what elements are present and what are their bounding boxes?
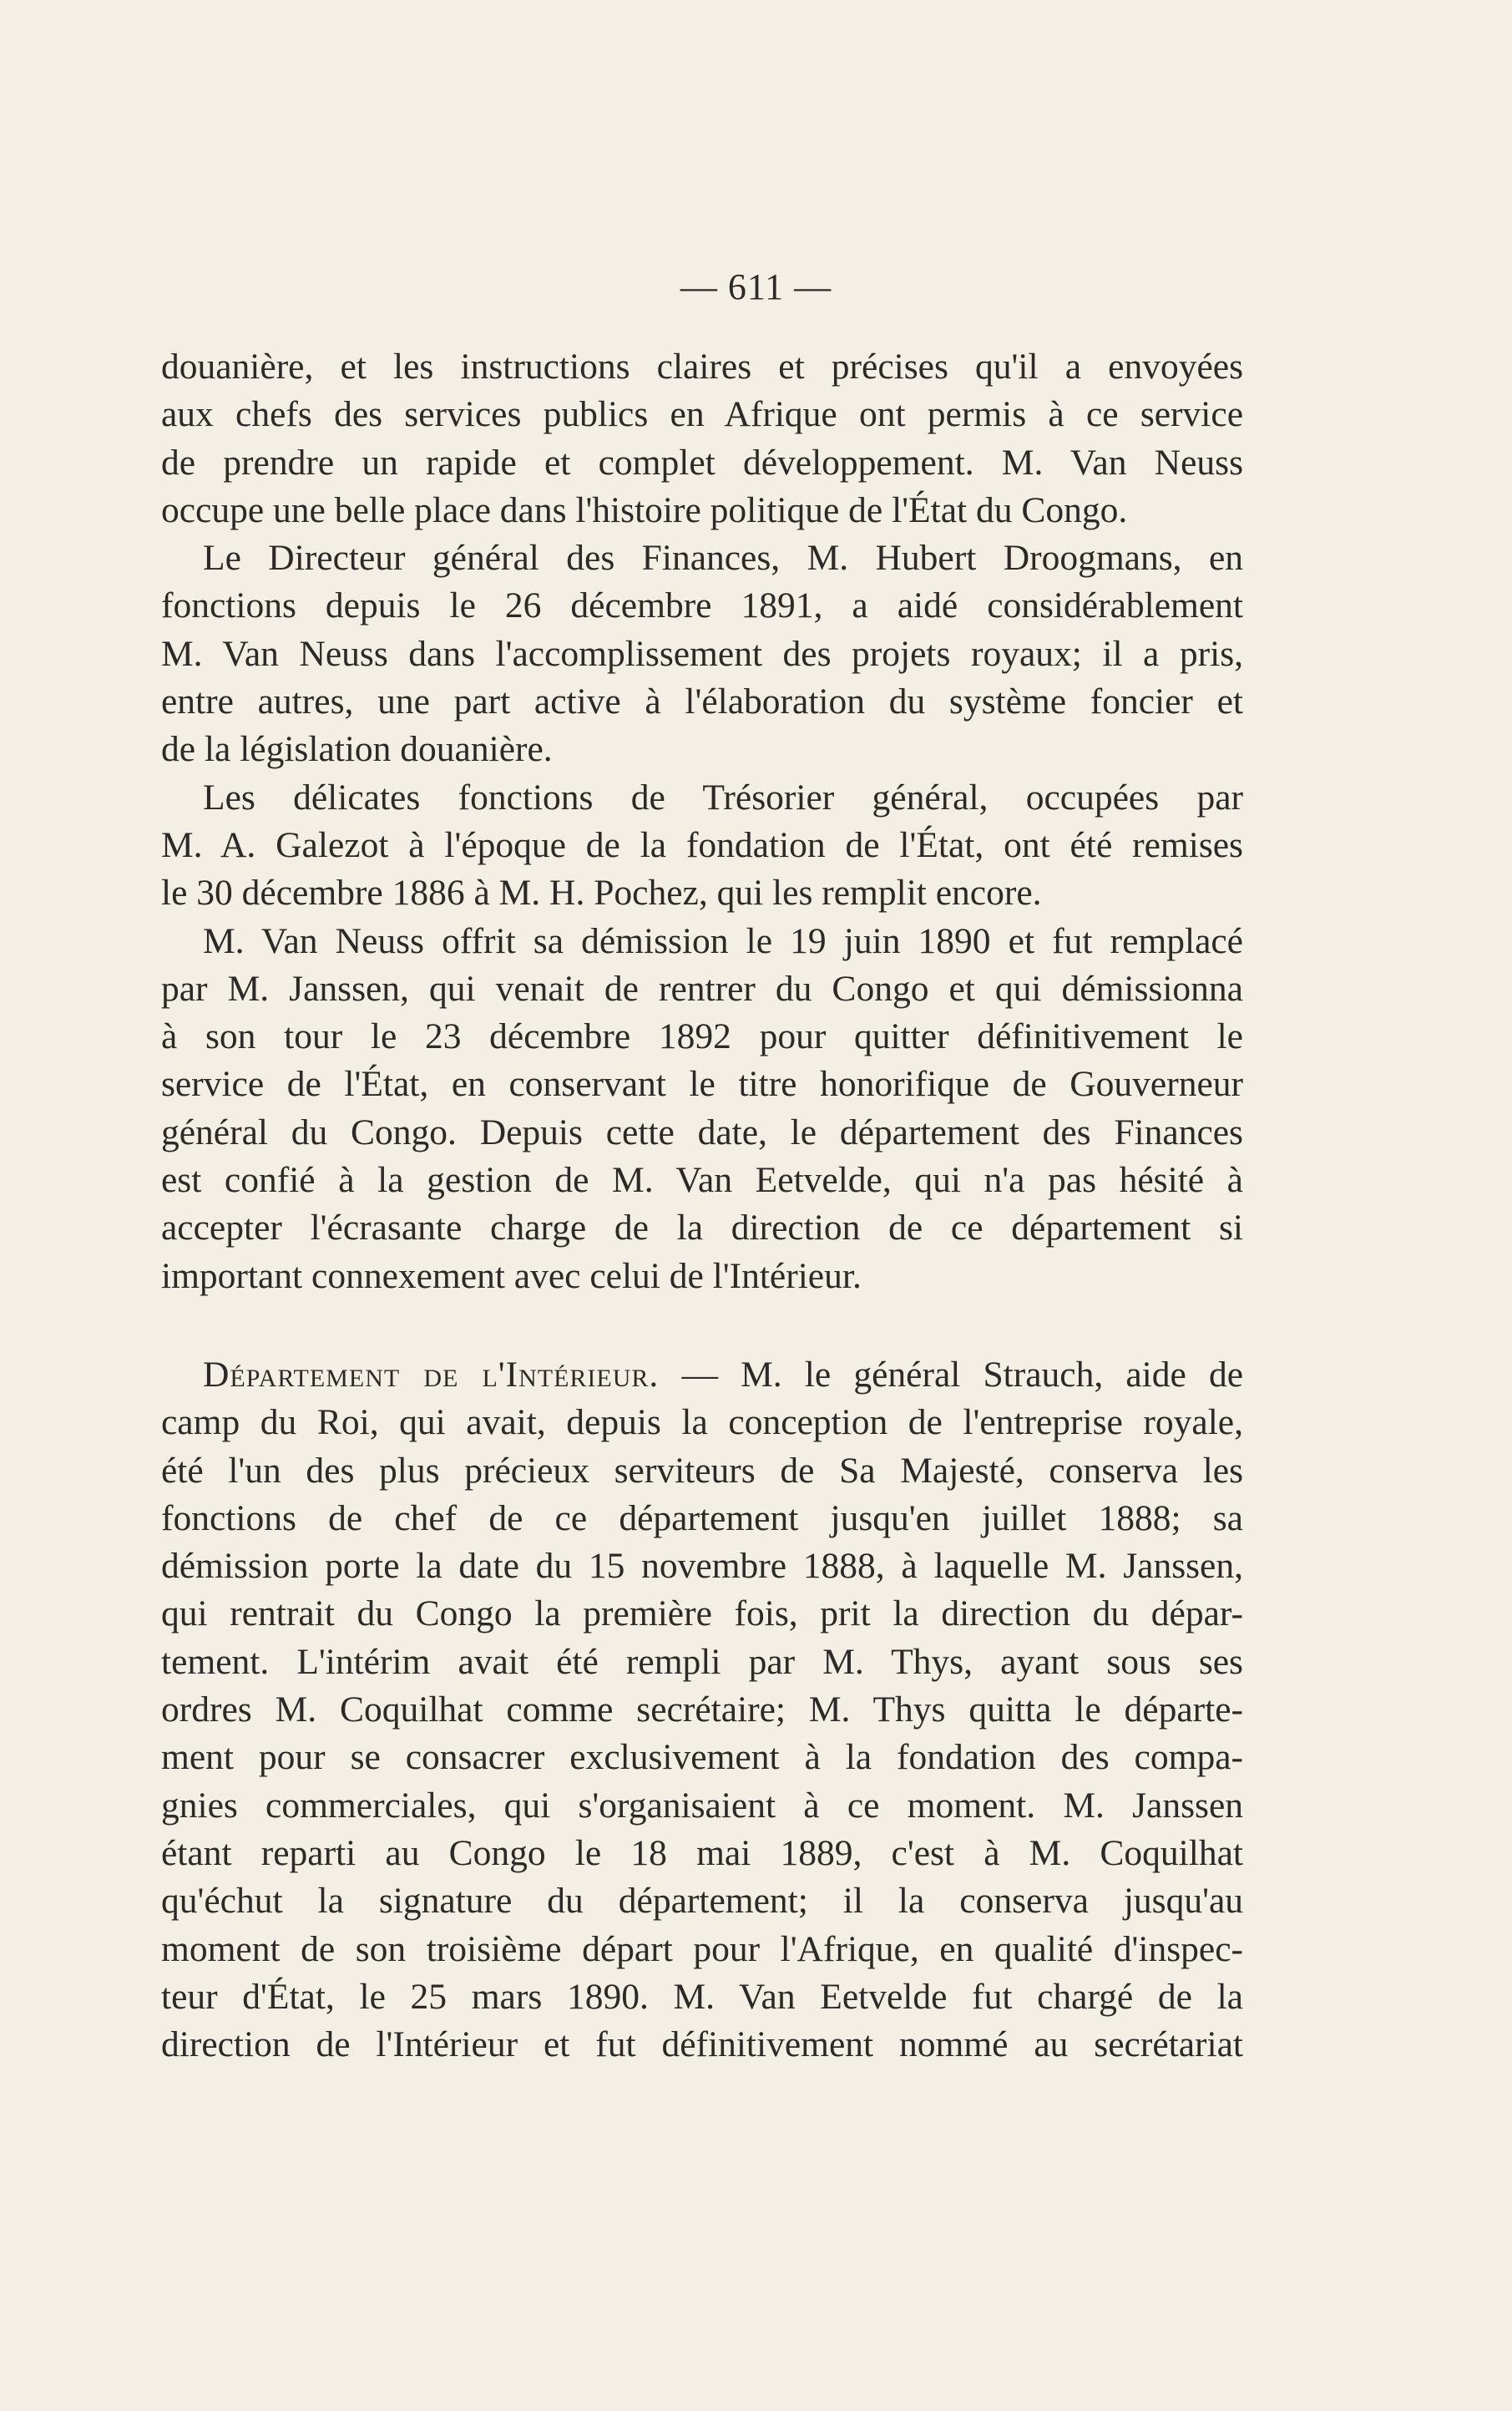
paragraph-5-line: ordres M. Coquilhat comme secrétaire; M. Thys quitta le départe- — [161, 1689, 1243, 1730]
paragraph-2-line: Le Directeur général des Finances, M. Hubert Droogmans, en — [203, 538, 1243, 579]
paragraph-2-line: de la législation douanière. — [161, 729, 553, 770]
paragraph-5-line: été l'un des plus précieux serviteurs de Sa Majesté, conserva les — [161, 1450, 1243, 1491]
paragraph-5-line: qui rentrait du Congo la première fois, prit la direction du dépar- — [161, 1593, 1243, 1634]
paragraph-2-line: entre autres, une part active à l'élaboration du système foncier et — [161, 681, 1243, 722]
paragraph-5-line: démission porte la date du 15 novembre 1888, à laquelle M. Janssen, — [161, 1546, 1243, 1587]
paragraph-3-line: le 30 décembre 1886 à M. H. Pochez, qui les remplit encore. — [161, 873, 1042, 914]
paragraph-3-line: M. A. Galezot à l'époque de la fondation de l'État, ont été remises — [161, 824, 1243, 865]
paragraph-4-line: est confié à la gestion de M. Van Eetvelde, qui n'a pas hésité à — [161, 1160, 1243, 1201]
paragraph-1-line: aux chefs des services publics en Afrique ont permis à ce service — [161, 394, 1243, 435]
paragraph-5-line: fonctions de chef de ce département jusqu'en juillet 1888; sa — [161, 1497, 1243, 1538]
paragraph-4-line: par M. Janssen, qui venait de rentrer du Congo et qui démissionna — [161, 968, 1243, 1009]
text-block-top — [161, 343, 1243, 1300]
paragraph-5-line: camp du Roi, qui avait, depuis la conception de l'entreprise royale, — [161, 1402, 1243, 1443]
paragraph-4-line: à son tour le 23 décembre 1892 pour quitter définitivement le — [161, 1016, 1243, 1057]
paragraph-5-line: direction de l'Intérieur et fut définitivement nommé au secrétariat — [161, 2024, 1243, 2065]
paragraph-4-line: important connexement avec celui de l'Intérieur. — [161, 1255, 862, 1296]
section-heading: Département de l'Intérieur. — [203, 1355, 660, 1395]
page-number: — 611 — — [680, 266, 832, 307]
paragraph-5-line: teur d'État, le 25 mars 1890. M. Van Eetvelde fut chargé de la — [161, 1976, 1243, 2017]
text-block-section — [161, 1351, 1243, 2069]
paragraph-5-line: ment pour se consacrer exclusivement à la fondation des compa- — [161, 1737, 1243, 1778]
paragraph-4-line: M. Van Neuss offrit sa démission le 19 juin 1890 et fut remplacé — [203, 920, 1243, 961]
paragraph-5-line: qu'échut la signature du département; il la conserva jusqu'au — [161, 1881, 1243, 1922]
paragraph-4-line: accepter l'écrasante charge de la direction de ce département si — [161, 1208, 1243, 1249]
section-first-line — [161, 1351, 1243, 1399]
paragraph-5-line: moment de son troisième départ pour l'Afrique, en qualité d'inspec- — [161, 1928, 1243, 1969]
paragraph-3-line: Les délicates fonctions de Trésorier général, occupées par — [203, 777, 1243, 818]
paragraph-5-first-line: M. le général Strauch, aide de — [741, 1355, 1243, 1395]
paragraph-1-line: de prendre un rapide et complet développement. M. Van Neuss — [161, 442, 1243, 483]
paragraph-4-line: service de l'État, en conservant le titre honorifique de Gouverneur — [161, 1064, 1243, 1105]
paragraph-5-line: gnies commerciales, qui s'organisaient à ce moment. M. Janssen — [161, 1785, 1243, 1826]
paragraph-5-line: tement. L'intérim avait été rempli par M. Thys, ayant sous ses — [161, 1641, 1243, 1682]
paragraph-4-line: général du Congo. Depuis cette date, le département des Finances — [161, 1112, 1243, 1152]
paragraph-2-line: fonctions depuis le 26 décembre 1891, a aidé considérablement — [161, 585, 1243, 626]
paragraph-1-line: occupe une belle place dans l'histoire politique de l'État du Congo. — [161, 489, 1128, 530]
paragraph-5-line: étant reparti au Congo le 18 mai 1889, c'est à M. Coquilhat — [161, 1832, 1243, 1873]
section-dash: — — [659, 1355, 741, 1395]
paragraph-1-line: douanière, et les instructions claires et précises qu'il a envoyées — [161, 347, 1243, 387]
paragraph-2-line: M. Van Neuss dans l'accomplissement des projets royaux; il a pris, — [161, 633, 1243, 674]
